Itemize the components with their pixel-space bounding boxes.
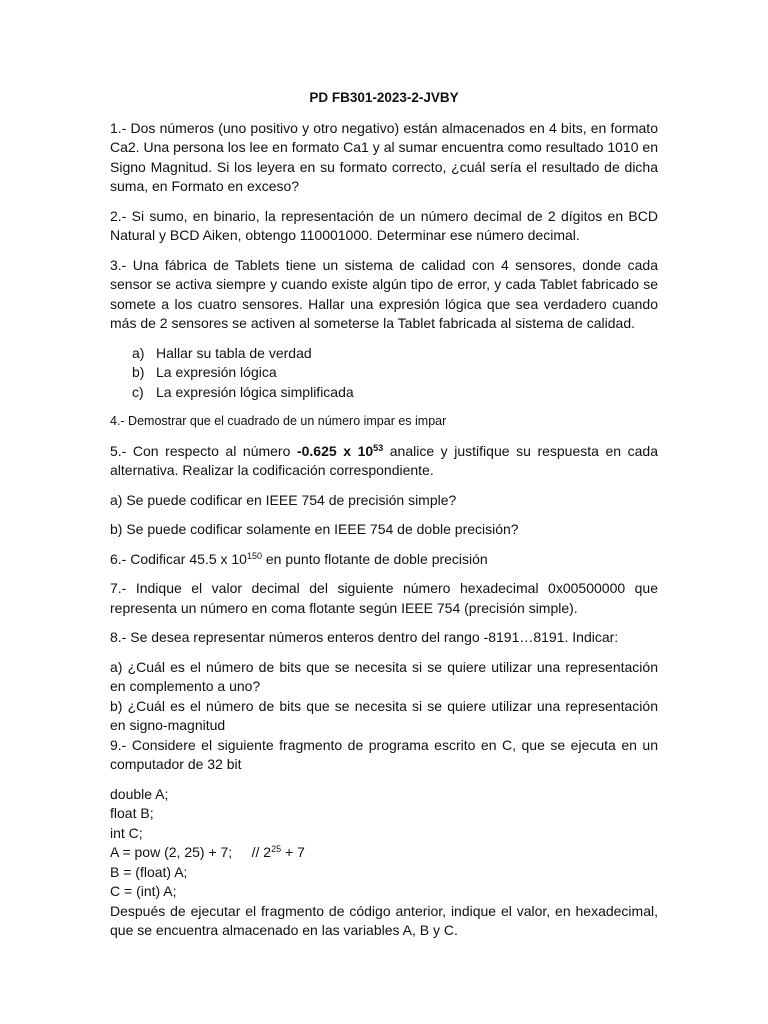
list-item — [110, 344, 658, 364]
code-line: double A; — [110, 785, 169, 802]
number-exponent: 53 — [373, 442, 384, 453]
list-item-text: La expresión lógica simplificada — [156, 383, 354, 400]
code-line-start: A = pow (2, 25) + 7; // 2 — [110, 844, 272, 860]
list-item-label: b) — [132, 364, 145, 380]
question-5-text-start: 5.- Con respecto al número — [110, 442, 297, 459]
question-6-text-end: en punto flotante de doble precisión — [262, 550, 488, 567]
list-item — [110, 383, 658, 403]
question-2: 2.- Si sumo, en binario, la representación de un número decimal de 2 dígitos en BCD Natural y BCD Aiken, obtengo 110001000. Determinar ese número decimal. — [110, 207, 658, 243]
question-9: 9.- Considere el siguiente fragmento de programa escrito en C, que se ejecuta en un computador de 32 bit — [110, 736, 658, 772]
question-8a: a) ¿Cuál es el número de bits que se necesita si se quiere utilizar una representación en complemento a uno? — [110, 658, 658, 694]
code-fragment — [110, 785, 658, 902]
question-3: 3.- Una fábrica de Tablets tiene un sistema de calidad con 4 sensores, donde cada sensor se activa siempre y cuando existe algún tipo de error, y cada Tablet fabricado se somete a los cuatro sensores. Hallar una expresión lógica que sea verdadero cuando más de 2 sensores se activen al someterse la Tablet fabricada al sistema de calidad. — [110, 256, 658, 331]
code-line: B = (float) A; — [110, 863, 188, 880]
question-5b: b) Se puede codificar solamente en IEEE 754 de doble precisión? — [110, 521, 519, 537]
question-8b: b) ¿Cuál es el número de bits que se necesita si se quiere utilizar una representación en signo-magnitud — [110, 697, 658, 733]
question-5-number — [297, 443, 383, 459]
question-6-text-start: 6.- Codificar 45.5 x 10 — [110, 550, 247, 567]
question-9-end: Después de ejecutar el fragmento de código anterior, indique el valor, en hexadecimal, que se encuentra almacenado en las variables A, B y C. — [110, 902, 658, 938]
question-4: 4.- Demostrar que el cuadrado de un número impar es impar — [110, 414, 447, 428]
code-line-end: + 7 — [281, 844, 305, 860]
question-5a: a) Se puede codificar en IEEE 754 de precisión simple? — [110, 491, 457, 508]
question-1: 1.- Dos números (uno positivo y otro negativo) están almacenados en 4 bits, en formato Ca2. Una persona los lee en formato Ca1 y al sumar encuentra como resultado 1010 en Signo Magnitud. Si los leyera en su formato correcto, ¿cuál sería el resultado de dicha suma, en Formato en exceso? — [110, 119, 658, 194]
code-line — [110, 843, 658, 863]
number-base: -0.625 x 10 — [296, 442, 374, 459]
question-5 — [110, 442, 658, 481]
code-line: int C; — [110, 824, 143, 841]
question-7: 7.- Indique el valor decimal del siguiente número hexadecimal 0x00500000 que representa un número en coma flotante según IEEE 754 (precisión simple). — [110, 580, 658, 616]
question-5-text-end: analice y justifique su respuesta en cada alternativa. Realizar la codificación correspondiente. — [110, 442, 659, 478]
question-6-exponent: 150 — [246, 550, 262, 561]
code-exponent: 25 — [271, 844, 282, 854]
document-title: PD FB301-2023-2-JVBY — [309, 90, 459, 105]
question-3-list — [110, 344, 658, 403]
question-6 — [110, 550, 658, 570]
list-item-text: Hallar su tabla de verdad — [156, 344, 312, 361]
list-item — [110, 363, 658, 383]
list-item-text: La expresión lógica — [156, 364, 277, 380]
code-line: C = (int) A; — [110, 883, 177, 899]
code-line: float B; — [110, 805, 154, 821]
list-item-label: a) — [132, 344, 145, 361]
list-item-label: c) — [132, 383, 144, 400]
question-8: 8.- Se desea representar números enteros dentro del rango -8191…8191. Indicar: — [110, 629, 619, 645]
